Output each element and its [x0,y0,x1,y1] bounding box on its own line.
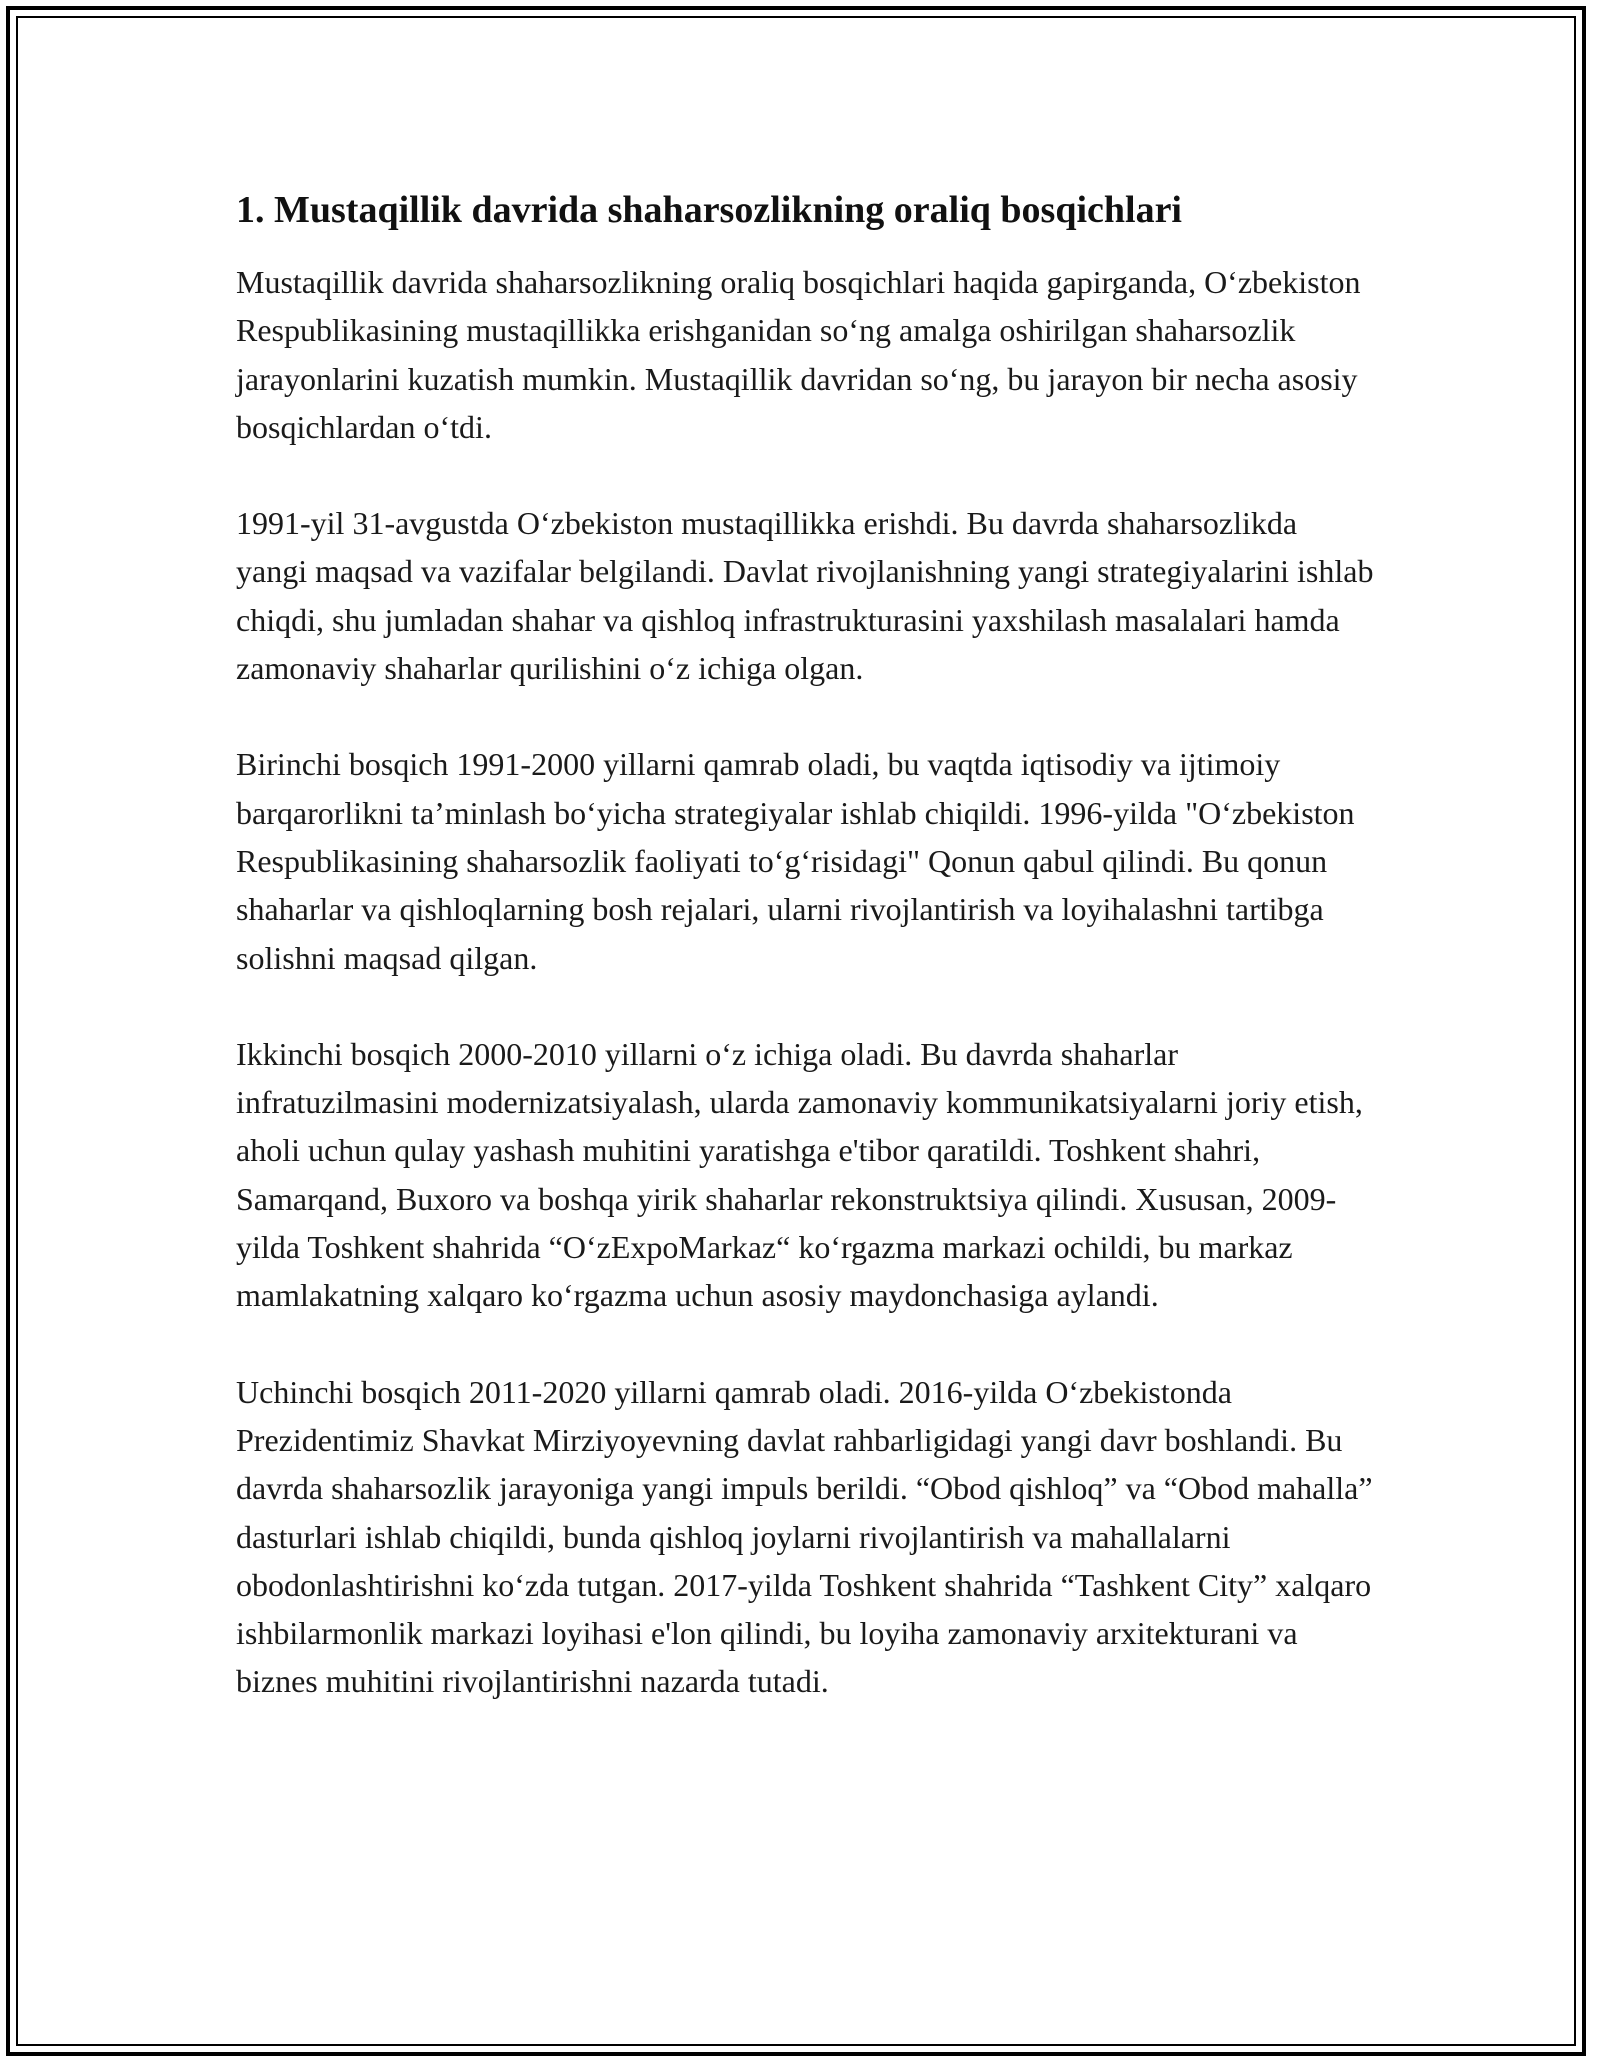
paragraph-independence: 1991-yil 31-avgustda O‘zbekiston mustaqillikka erishdi. Bu davrda shaharsozlikda yangi maqsad va vazifalar belgilandi. Davlat rivojlanishning yangi strategiyalarini ishlab chiqdi, shu jumladan shahar va qishloq infrastrukturasini yaxshilash masalalari hamda zamonaviy shaharlar qurilishini o‘z ichiga olgan. [236,505,1374,687]
document-body [236,186,1376,1754]
section-heading: 1. Mustaqillik davrida shaharsozlikning oraliq bosqichlari [236,189,1182,231]
paragraph-intro: Mustaqillik davrida shaharsozlikning oraliq bosqichlari haqida gapirganda, O‘zbekiston Respublikasining mustaqillikka erishganidan so‘ng amalga oshirilgan shaharsozlik jarayonlarini kuzatish mumkin. Mustaqillik davridan so‘ng, bu jarayon bir necha asosiy bosqichlardan o‘tdi. [236,264,1361,445]
paragraph-second-stage: Ikkinchi bosqich 2000-2010 yillarni o‘z ichiga oladi. Bu davrda shaharlar infratuzilmasini modernizatsiyalash, ularda zamonaviy kommunikatsiyalarni joriy etish, aholi uchun qulay yashash muhitini yaratishga e'tibor qaratildi. Toshkent shahri, Samarqand, Buxoro va boshqa yirik shaharlar rekonstruktsiya qilindi. Xususan, 2009-yilda Toshkent shahrida “O‘zExpoMarkaz“ ko‘rgazma markazi ochildi, bu markaz mamlakatning xalqaro ko‘rgazma uchun asosiy maydonchasiga aylandi. [236,1035,1363,1314]
paragraph-third-stage: Uchinchi bosqich 2011-2020 yillarni qamrab oladi. 2016-yilda O‘zbekistonda Prezidentimiz Shavkat Mirziyoyevning davlat rahbarligidagi yangi davr boshlandi. Bu davrda shaharsozlik jarayoniga yangi impuls berildi. “Obod qishloq” va “Obod mahalla” dasturlari ishlab chiqildi, bunda qishloq joylarni rivojlantirish va mahallalarni obodonlashtirishni ko‘zda tutgan. 2017-yilda Toshkent shahrida “Tashkent City” xalqaro ishbilarmonlik markazi loyihasi e'lon qilindi, bu loyiha zamonaviy arxitekturani va biznes muhitini rivojlantirishni nazarda tutadi. [236,1373,1373,1700]
paragraph-first-stage: Birinchi bosqich 1991-2000 yillarni qamrab oladi, bu vaqtda iqtisodiy va ijtimoiy barqarorlikni ta’minlash bo‘yicha strategiyalar ishlab chiqildi. 1996-yilda "O‘zbekiston Respublikasining shaharsozlik faoliyati to‘g‘risidagi" Qonun qabul qilindi. Bu qonun shaharlar va qishloqlarning bosh rejalari, ularni rivojlantirish va loyihalashni tartibga solishni maqsad qilgan. [236,746,1355,976]
